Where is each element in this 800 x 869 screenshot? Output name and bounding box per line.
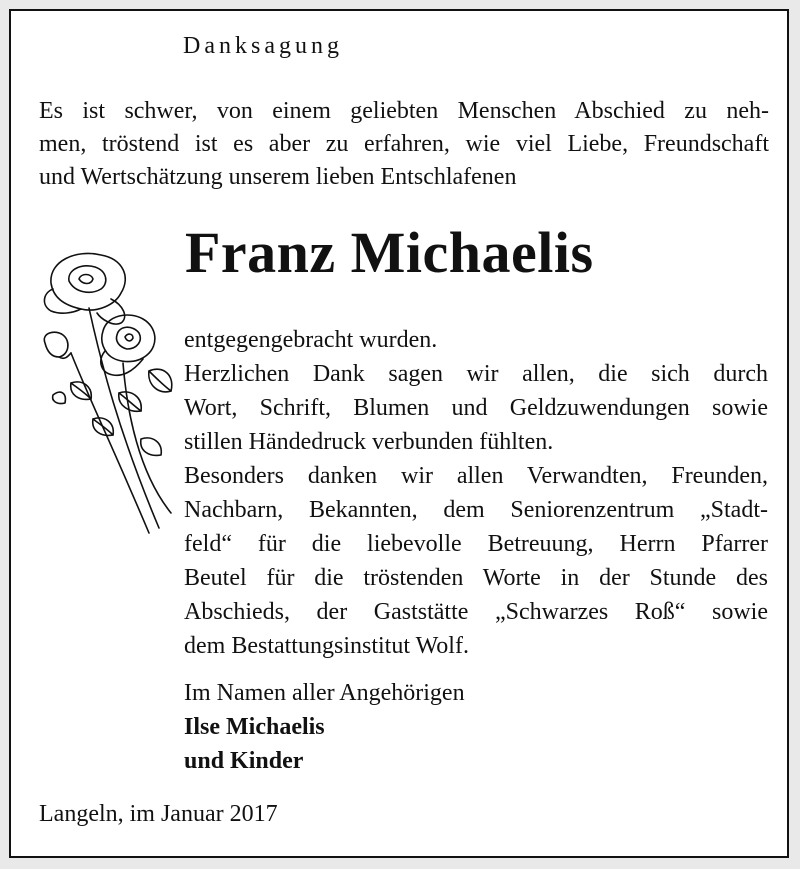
intro-line: und Wertschätzung unserem lieben Entschlafenen <box>39 164 517 190</box>
intro-paragraph <box>39 95 769 194</box>
notice-heading: Danksagung <box>183 33 343 59</box>
body-line: Beutel für die tröstenden Worte in der Stunde des <box>184 565 768 591</box>
signature-name: Ilse Michaelis <box>184 714 325 740</box>
body-line: Besonders danken wir allen Verwandten, Freunden, <box>184 463 768 489</box>
body-line: stillen Händedruck verbunden fühlten. <box>184 429 554 455</box>
body-line: Wort, Schrift, Blumen und Geldzuwendungen sowie <box>184 395 768 421</box>
body-line: Herzlichen Dank sagen wir allen, die sich durch <box>184 361 768 387</box>
deceased-name: Franz Michaelis <box>185 220 594 285</box>
signature-family: und Kinder <box>184 748 304 774</box>
roses-illustration-icon <box>31 243 181 543</box>
body-line: dem Bestattungsinstitut Wolf. <box>184 633 469 659</box>
intro-line: Es ist schwer, von einem geliebten Menschen Abschied zu neh- <box>39 98 769 124</box>
intro-line: men, tröstend ist es aber zu erfahren, wie viel Liebe, Freundschaft <box>39 131 769 157</box>
obituary-notice <box>9 9 789 858</box>
signature-block <box>184 676 465 778</box>
signature-intro: Im Namen aller Angehörigen <box>184 680 465 706</box>
body-line: Abschieds, der Gaststätte „Schwarzes Roß“ sowie <box>184 599 768 625</box>
body-line: entgegengebracht wurden. <box>184 327 438 353</box>
place-date: Langeln, im Januar 2017 <box>39 801 278 827</box>
body-line: Nachbarn, Bekannten, dem Seniorenzentrum „Stadt- <box>184 497 768 523</box>
body-paragraph <box>184 323 768 663</box>
body-line: feld“ für die liebevolle Betreuung, Herrn Pfarrer <box>184 531 768 557</box>
